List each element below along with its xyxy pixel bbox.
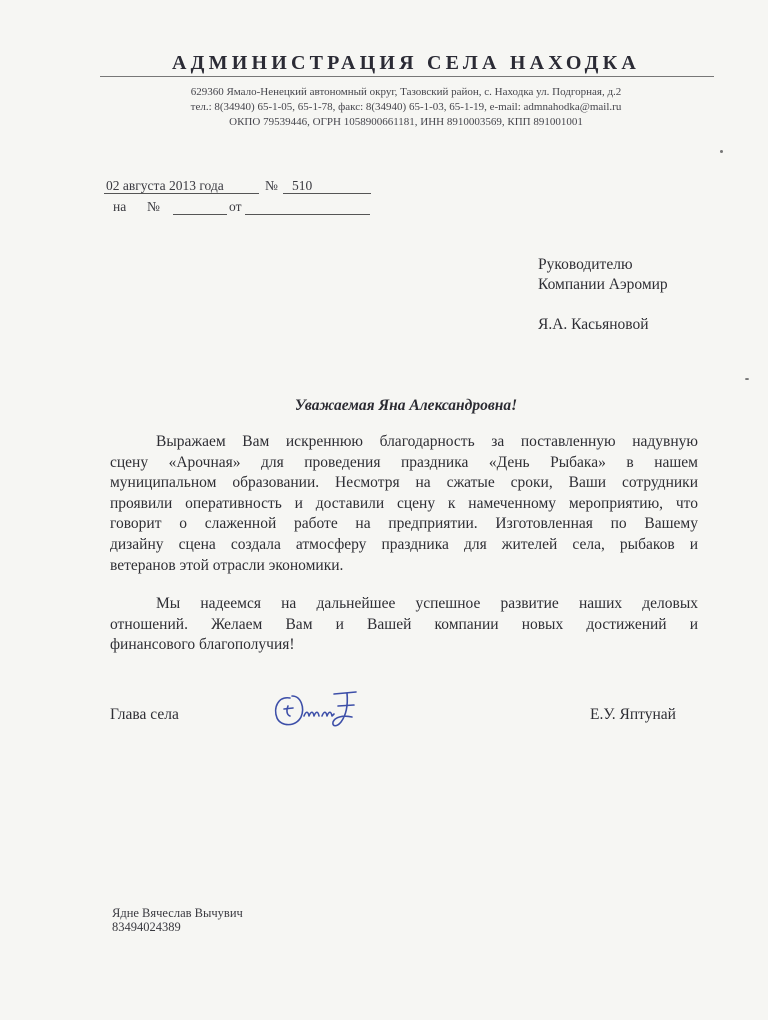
addressee-company: Компании Аэромир xyxy=(538,276,668,293)
reference-from-label: от xyxy=(229,199,242,214)
organization-name: АДМИНИСТРАЦИЯ СЕЛА НАХОДКА xyxy=(172,52,640,74)
signatory-title: Глава села xyxy=(110,706,179,723)
outgoing-number: 510 xyxy=(292,178,313,193)
paragraph-line: дизайну сцена создала атмосферу праздника для жителей села, рыбаков и xyxy=(110,535,698,553)
reference-number-underline xyxy=(173,214,227,215)
handwritten-signature xyxy=(268,680,368,732)
reference-from-underline xyxy=(245,214,370,215)
executor-phone: 83494024389 xyxy=(112,920,181,934)
reference-number-label: № xyxy=(147,199,160,214)
paragraph-line: ветеранов этой отрасли экономики. xyxy=(110,556,344,574)
paragraph-line: сцену «Арочная» для проведения праздника «День Рыбака» в нашем xyxy=(110,453,698,471)
body-paragraph-2 xyxy=(110,594,698,656)
address-line: 629360 Ямало-Ненецкий автономный округ, Тазовский район, с. Находка ул. Подгорная, д.2 xyxy=(190,86,622,98)
date-underline xyxy=(104,193,259,194)
outgoing-number-label: № xyxy=(265,178,278,193)
paragraph-line: говорит о слаженной работе на предприятии. Изготовленная по Вашему xyxy=(110,515,698,533)
paragraph-line: проявили оперативность и доставили сцену к намеченному мероприятию, что xyxy=(110,494,698,512)
paper-speck xyxy=(720,150,723,153)
addressee-position: Руководителю xyxy=(538,256,633,273)
addressee-name: Я.А. Касьяновой xyxy=(538,316,649,333)
header-divider xyxy=(100,76,714,77)
paragraph-line: финансового благополучия! xyxy=(110,636,295,654)
executor-name: Ядне Вячеслав Вычувич xyxy=(112,906,243,920)
reference-na-label: на xyxy=(113,199,127,214)
salutation: Уважаемая Яна Александровна! xyxy=(294,397,518,414)
paper-speck xyxy=(745,378,749,380)
outgoing-date: 02 августа 2013 года xyxy=(106,178,224,193)
paragraph-line: отношений. Желаем Вам и Вашей компании новых достижений и xyxy=(110,615,698,633)
number-underline xyxy=(283,193,371,194)
body-paragraph-1 xyxy=(110,432,698,576)
registry-line: ОКПО 79539446, ОГРН 1058900661181, ИНН 8910003569, КПП 891001001 xyxy=(229,116,583,128)
paragraph-line: муниципальном образовании. Несмотря на сжатые сроки, Ваши сотрудники xyxy=(110,474,698,492)
signatory-name: Е.У. Яптунай xyxy=(590,706,676,723)
paragraph-line: Выражаем Вам искреннюю благодарность за поставленную надувную xyxy=(156,433,698,450)
phone-line: тел.: 8(34940) 65-1-05, 65-1-78, факс: 8(34940) 65-1-03, 65-1-19, e-mail: admnahodka@mail.ru xyxy=(190,101,622,113)
paragraph-line: Мы надеемся на дальнейшее успешное развитие наших деловых xyxy=(156,595,698,612)
